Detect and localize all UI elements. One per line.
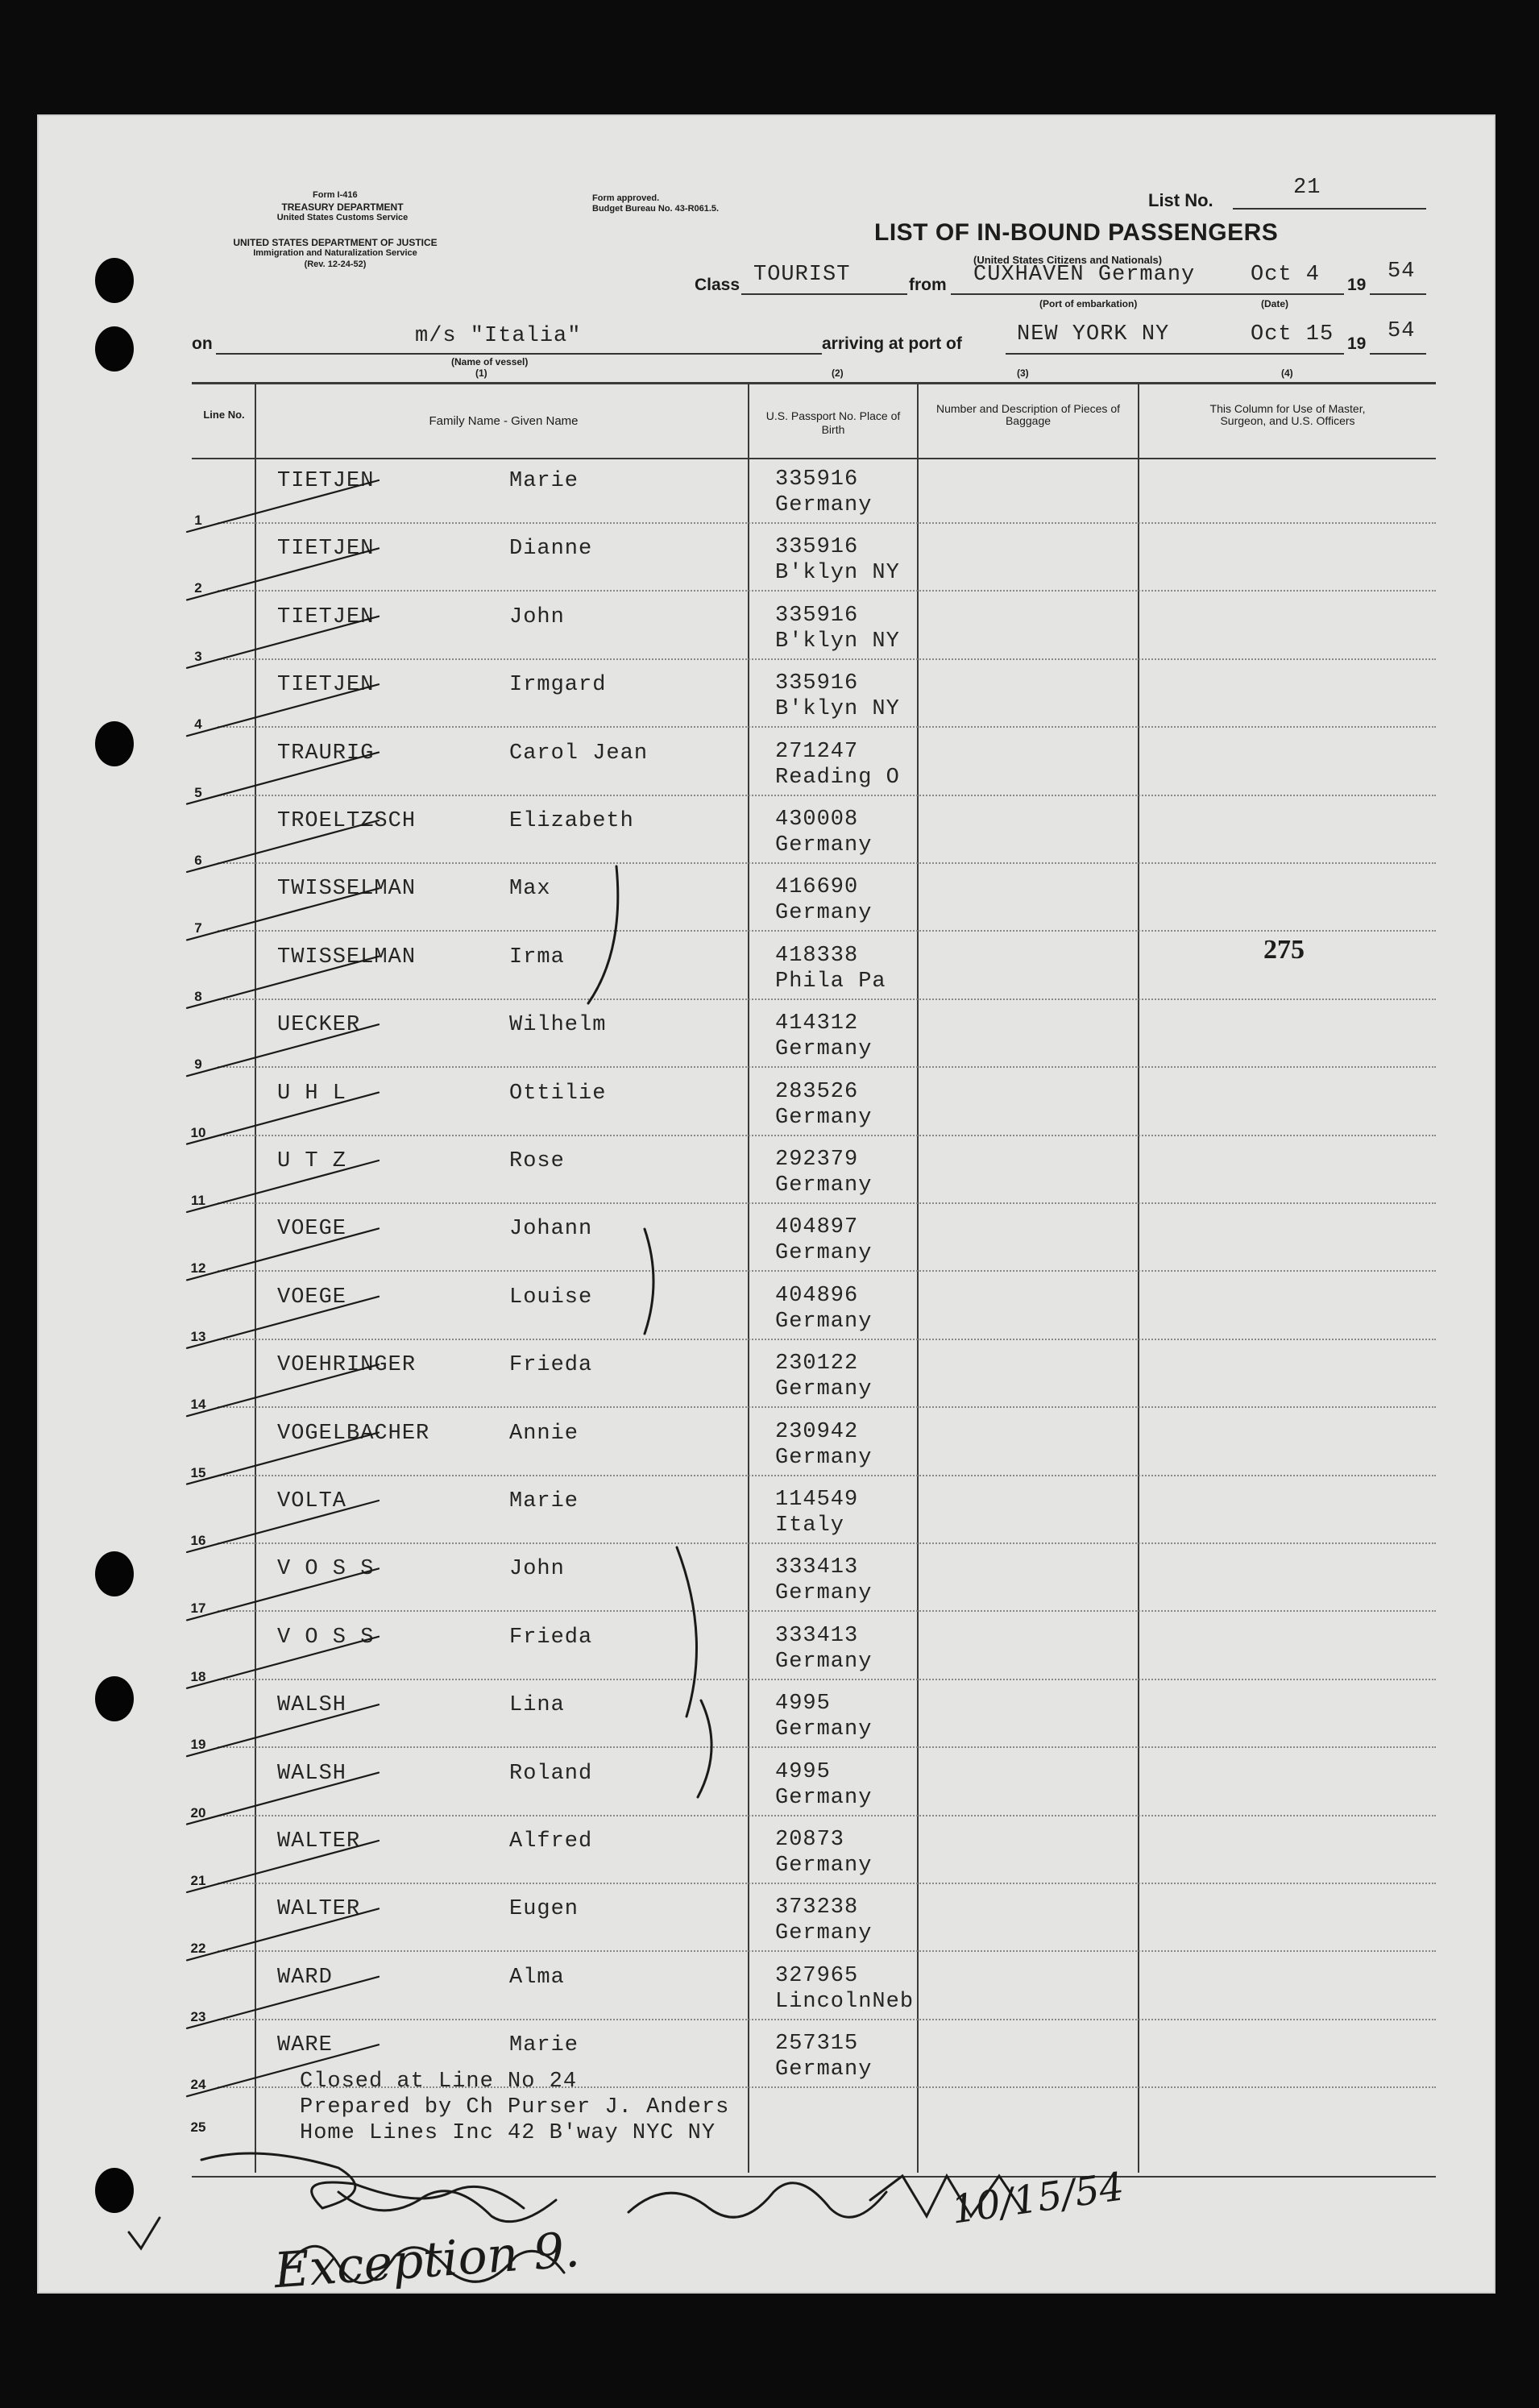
place-of-birth: Germany: [775, 1309, 873, 1334]
family-name: WALTER: [277, 1897, 361, 1922]
place-of-birth: Germany: [775, 1854, 873, 1878]
class-value: TOURIST: [753, 263, 851, 287]
header-line-no: Line No.: [203, 409, 245, 421]
check-mark: [187, 1841, 379, 1892]
given-name: Irma: [509, 945, 565, 969]
line-number: 16: [190, 1533, 206, 1548]
family-name: TRAURIG: [277, 741, 375, 766]
family-name: VOGELBACHER: [277, 1421, 430, 1446]
given-name: Dianne: [509, 537, 593, 562]
check-mark: [187, 1160, 379, 1212]
passport-number: 430008: [775, 808, 859, 832]
place-of-birth: Germany: [775, 833, 873, 857]
place-of-birth: B'klyn NY: [775, 629, 900, 654]
family-name: WALTER: [277, 1829, 361, 1854]
passport-number: 283526: [775, 1079, 859, 1104]
passport-number: 335916: [775, 535, 859, 560]
arrival-date: Oct 15: [1251, 322, 1334, 347]
family-name: U T Z: [277, 1149, 347, 1173]
check-mark: [187, 548, 379, 600]
line-number: 1: [194, 513, 202, 528]
check-mark: [187, 1024, 379, 1076]
given-name: Johann: [509, 1217, 593, 1242]
col-num-2: (2): [832, 367, 844, 379]
given-name: Eugen: [509, 1897, 579, 1922]
passport-number: 333413: [775, 1555, 859, 1580]
check-mark: [187, 2045, 379, 2096]
place-of-birth: Germany: [775, 1717, 873, 1742]
check-mark: [187, 1228, 379, 1280]
arrival-year: 54: [1388, 319, 1416, 343]
place-of-birth: Germany: [775, 1105, 873, 1130]
family-name: VOLTA: [277, 1489, 347, 1513]
place-of-birth: Germany: [775, 2057, 873, 2082]
from-year-prefix: 19: [1347, 276, 1367, 294]
given-name: Max: [509, 877, 551, 902]
passport-number: 373238: [775, 1895, 859, 1920]
family-name: TWISSELMAN: [277, 945, 417, 969]
line-number: 4: [194, 716, 202, 733]
line-number: 20: [190, 1804, 206, 1821]
check-mark: [187, 1501, 379, 1552]
line-number: 14: [190, 1397, 206, 1413]
line-number: 19: [190, 1737, 206, 1753]
treasury-dept: TREASURY DEPARTMENT: [281, 201, 404, 213]
passport-number: 404896: [775, 1283, 859, 1308]
budget-bureau: Budget Bureau No. 43-R061.5.: [592, 204, 720, 214]
line-number: 5: [194, 784, 202, 800]
company-address: Home Lines Inc 42 B'way NYC NY: [300, 2121, 716, 2145]
given-name: Rose: [509, 1149, 565, 1173]
check-mark: [187, 1364, 379, 1416]
customs-service: United States Customs Service: [276, 213, 409, 222]
check-mark: [187, 1297, 379, 1348]
passport-number: 271247: [775, 739, 859, 764]
place-of-birth: Germany: [775, 1921, 873, 1946]
passport-number: 292379: [775, 1148, 859, 1172]
header-baggage: Number and Description of Pieces of Baggage: [936, 402, 1120, 427]
check-mark: [187, 1773, 379, 1825]
family-name: TROELTZSCH: [277, 809, 417, 833]
signature-date: 10/15/54: [948, 2164, 1127, 2233]
check-mark: [187, 1433, 379, 1484]
given-name: Elizabeth: [509, 809, 634, 833]
given-name: Louise: [509, 1285, 593, 1310]
place-of-birth: Germany: [775, 1445, 873, 1470]
given-name: Marie: [509, 1489, 579, 1513]
col-num-1: (1): [475, 367, 487, 379]
check-mark: [187, 1977, 379, 2028]
given-name: Lina: [509, 1693, 565, 1718]
family-name: V O S S: [277, 1625, 375, 1650]
line-number: 6: [194, 853, 202, 868]
line-number: 10: [190, 1124, 206, 1140]
line-number: 24: [190, 2077, 206, 2093]
line-number: 15: [190, 1464, 206, 1480]
col-num-3: (3): [1017, 367, 1029, 379]
line-number: 3: [194, 648, 202, 664]
col-num-4: (4): [1281, 367, 1293, 379]
place-of-birth: Germany: [775, 1785, 873, 1810]
from-date: Oct 4: [1251, 263, 1321, 287]
line-number: 23: [190, 2008, 206, 2024]
place-of-birth: Germany: [775, 1649, 873, 1674]
family-name: TIETJEN: [277, 537, 375, 562]
list-no-value: 21: [1293, 176, 1321, 200]
passport-number: 335916: [775, 671, 859, 696]
family-name: VOEGE: [277, 1285, 347, 1310]
line-number: 8: [194, 988, 202, 1004]
passport-number: 333413: [775, 1623, 859, 1648]
officer-note: 275: [1263, 935, 1305, 965]
family-name: TIETJEN: [277, 469, 375, 493]
page-subtitle: (United States Citizens and Nationals): [973, 254, 1163, 266]
line-number: 13: [190, 1328, 206, 1344]
check-mark: [187, 617, 379, 668]
class-label: Class: [695, 276, 740, 294]
on-label: on: [192, 334, 213, 353]
line-number: 11: [191, 1193, 205, 1208]
place-of-birth: Reading O: [775, 765, 900, 790]
line-number: 9: [194, 1057, 202, 1073]
passport-number: 114549: [775, 1488, 859, 1512]
place-of-birth: Phila Pa: [775, 969, 886, 994]
given-name: Frieda: [509, 1625, 593, 1650]
arrival-year-prefix: 19: [1347, 334, 1367, 353]
place-of-birth: Germany: [775, 901, 873, 926]
place-of-birth: B'klyn NY: [775, 561, 900, 586]
given-name: Marie: [509, 469, 579, 493]
line-number: 12: [190, 1260, 206, 1277]
check-mark: [187, 888, 379, 940]
prepared-by: Prepared by Ch Purser J. Anders: [300, 2095, 730, 2119]
family-name: VOEGE: [277, 1217, 347, 1242]
place-of-birth: Germany: [775, 1377, 873, 1402]
passport-number: 335916: [775, 603, 859, 628]
given-name: Frieda: [509, 1353, 593, 1378]
passport-number: 257315: [775, 2032, 859, 2057]
place-of-birth: Italy: [775, 1513, 845, 1538]
page-title: LIST OF IN-BOUND PASSENGERS: [874, 219, 1279, 246]
line-number: 22: [190, 1941, 206, 1957]
check-mark: [187, 1704, 379, 1756]
given-name: Ottilie: [509, 1081, 607, 1106]
family-name: UECKER: [277, 1013, 361, 1038]
family-name: WALSH: [277, 1761, 347, 1786]
family-name: WARE: [277, 2033, 333, 2058]
header-name: Family Name - Given Name: [429, 414, 579, 428]
check-mark: [187, 1908, 379, 1960]
passport-number: 20873: [775, 1828, 845, 1852]
line-number-25: 25: [190, 2119, 206, 2135]
given-name: Annie: [509, 1421, 579, 1446]
given-name: Wilhelm: [509, 1013, 607, 1038]
given-name: Alma: [509, 1965, 565, 1990]
arriving-label: arriving at port of: [822, 334, 962, 353]
passport-number: 416690: [775, 875, 859, 900]
passport-number: 335916: [775, 467, 859, 492]
list-no-label: List No.: [1148, 190, 1213, 210]
passport-number: 4995: [775, 1692, 831, 1717]
from-label: from: [909, 276, 947, 294]
arrival-port: NEW YORK NY: [1017, 322, 1170, 347]
ins-service: Immigration and Naturalization Service: [253, 248, 417, 258]
form-approved: Form approved.: [592, 193, 660, 203]
justice-dept: UNITED STATES DEPARTMENT OF JUSTICE: [233, 237, 438, 248]
check-mark: [187, 1093, 379, 1144]
passport-number: 327965: [775, 1963, 859, 1988]
check-mark: [187, 753, 379, 804]
line-number: 2: [194, 580, 202, 596]
given-name: John: [509, 604, 565, 629]
given-name: Alfred: [509, 1829, 593, 1854]
family-name: TIETJEN: [277, 604, 375, 629]
header-passport: U.S. Passport No. Place of Birth: [765, 409, 901, 436]
line-number: 7: [194, 920, 202, 936]
from-port: CUXHAVEN Germany: [973, 263, 1196, 287]
family-name: TIETJEN: [277, 673, 375, 698]
place-of-birth: Germany: [775, 1581, 873, 1606]
port-embark-caption: (Port of embarkation): [1039, 298, 1138, 309]
line-number: 18: [190, 1668, 206, 1684]
date-caption: (Date): [1261, 298, 1289, 309]
check-mark: [187, 684, 379, 736]
family-name: WALSH: [277, 1693, 347, 1718]
passport-number: 230122: [775, 1351, 859, 1376]
given-name: John: [509, 1557, 565, 1582]
bottom-handwritten-note: Exception 9.: [272, 2221, 582, 2300]
given-name: Roland: [509, 1761, 593, 1786]
closing-line: Closed at Line No 24: [300, 2070, 578, 2094]
family-name: TWISSELMAN: [277, 877, 417, 902]
passport-number: 4995: [775, 1759, 831, 1784]
place-of-birth: LincolnNeb: [775, 1989, 915, 2014]
vessel-caption: (Name of vessel): [451, 356, 529, 367]
line-number: 21: [190, 1873, 206, 1888]
from-year: 54: [1388, 259, 1416, 284]
vessel-name: m/s "Italia": [415, 324, 582, 348]
given-name: Carol Jean: [509, 741, 649, 766]
header-officers: This Column for Use of Master, Surgeon, and U.S. Officers: [1209, 402, 1366, 427]
passport-number: 414312: [775, 1011, 859, 1036]
place-of-birth: Germany: [775, 1241, 873, 1266]
check-mark: [187, 820, 379, 872]
place-of-birth: Germany: [775, 1037, 873, 1062]
revision: (Rev. 12-24-52): [304, 259, 367, 269]
passport-number: 230942: [775, 1419, 859, 1444]
passport-number: 418338: [775, 943, 859, 968]
given-name: Irmgard: [509, 673, 607, 698]
check-mark: [187, 957, 379, 1008]
check-mark: [187, 480, 379, 532]
passport-number: 404897: [775, 1215, 859, 1240]
check-mark: [187, 1637, 379, 1688]
place-of-birth: Germany: [775, 1173, 873, 1198]
family-name: VOEHRINGER: [277, 1353, 417, 1378]
family-name: WARD: [277, 1965, 333, 1990]
place-of-birth: Germany: [775, 493, 873, 517]
check-mark: [187, 1568, 379, 1620]
family-name: U H L: [277, 1081, 347, 1106]
form-number: Form I-416: [313, 190, 358, 200]
place-of-birth: B'klyn NY: [775, 697, 900, 722]
given-name: Marie: [509, 2033, 579, 2058]
family-name: V O S S: [277, 1557, 375, 1582]
line-number: 17: [190, 1600, 206, 1617]
